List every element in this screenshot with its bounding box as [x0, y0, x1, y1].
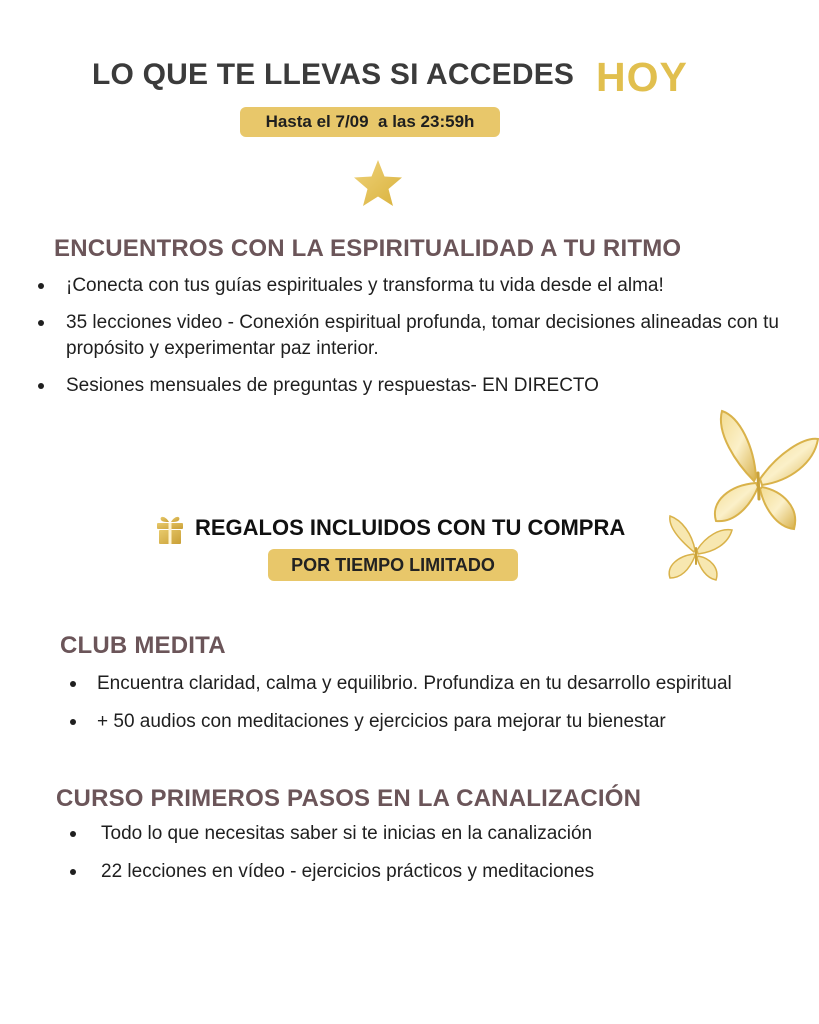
limited-time-badge: POR TIEMPO LIMITADO — [268, 549, 518, 581]
headline: LO QUE TE LLEVAS SI ACCEDES — [92, 58, 575, 91]
club-list — [70, 671, 810, 735]
list-item: Todo lo que necesitas saber si te inicias en la canalización — [70, 821, 810, 847]
list-item: ¡Conecta con tus guías espirituales y transforma tu vida desde el alma! — [38, 273, 818, 299]
list-item: + 50 audios con meditaciones y ejercicios para mejorar tu bienestar — [70, 709, 810, 735]
list-item: Encuentra claridad, calma y equilibrio. Profundiza en tu desarrollo espiritual — [70, 671, 810, 697]
deadline-badge: Hasta el 7/09 a las 23:59h — [240, 107, 500, 137]
club-title: CLUB MEDITA — [60, 632, 226, 659]
course-list — [70, 821, 810, 885]
butterfly-icon — [660, 512, 734, 582]
gift-icon — [156, 513, 184, 545]
star-icon — [352, 158, 404, 210]
list-item: 35 lecciones video - Conexión espiritual profunda, tomar decisiones alineadas con tu propósito y experimentar paz interior. — [38, 310, 806, 362]
main-offer-title: ENCUENTROS CON LA ESPIRITUALIDAD A TU RITMO — [54, 235, 682, 262]
list-item: 22 lecciones en vídeo - ejercicios prácticos y meditaciones — [70, 859, 810, 885]
main-offer-list — [38, 273, 818, 399]
list-item: Sesiones mensuales de preguntas y respuestas- EN DIRECTO — [38, 373, 818, 399]
course-title: CURSO PRIMEROS PASOS EN LA CANALIZACIÓN — [56, 785, 642, 812]
headline-highlight: HOY — [596, 54, 688, 100]
gifts-title: REGALOS INCLUIDOS CON TU COMPRA — [195, 515, 626, 540]
